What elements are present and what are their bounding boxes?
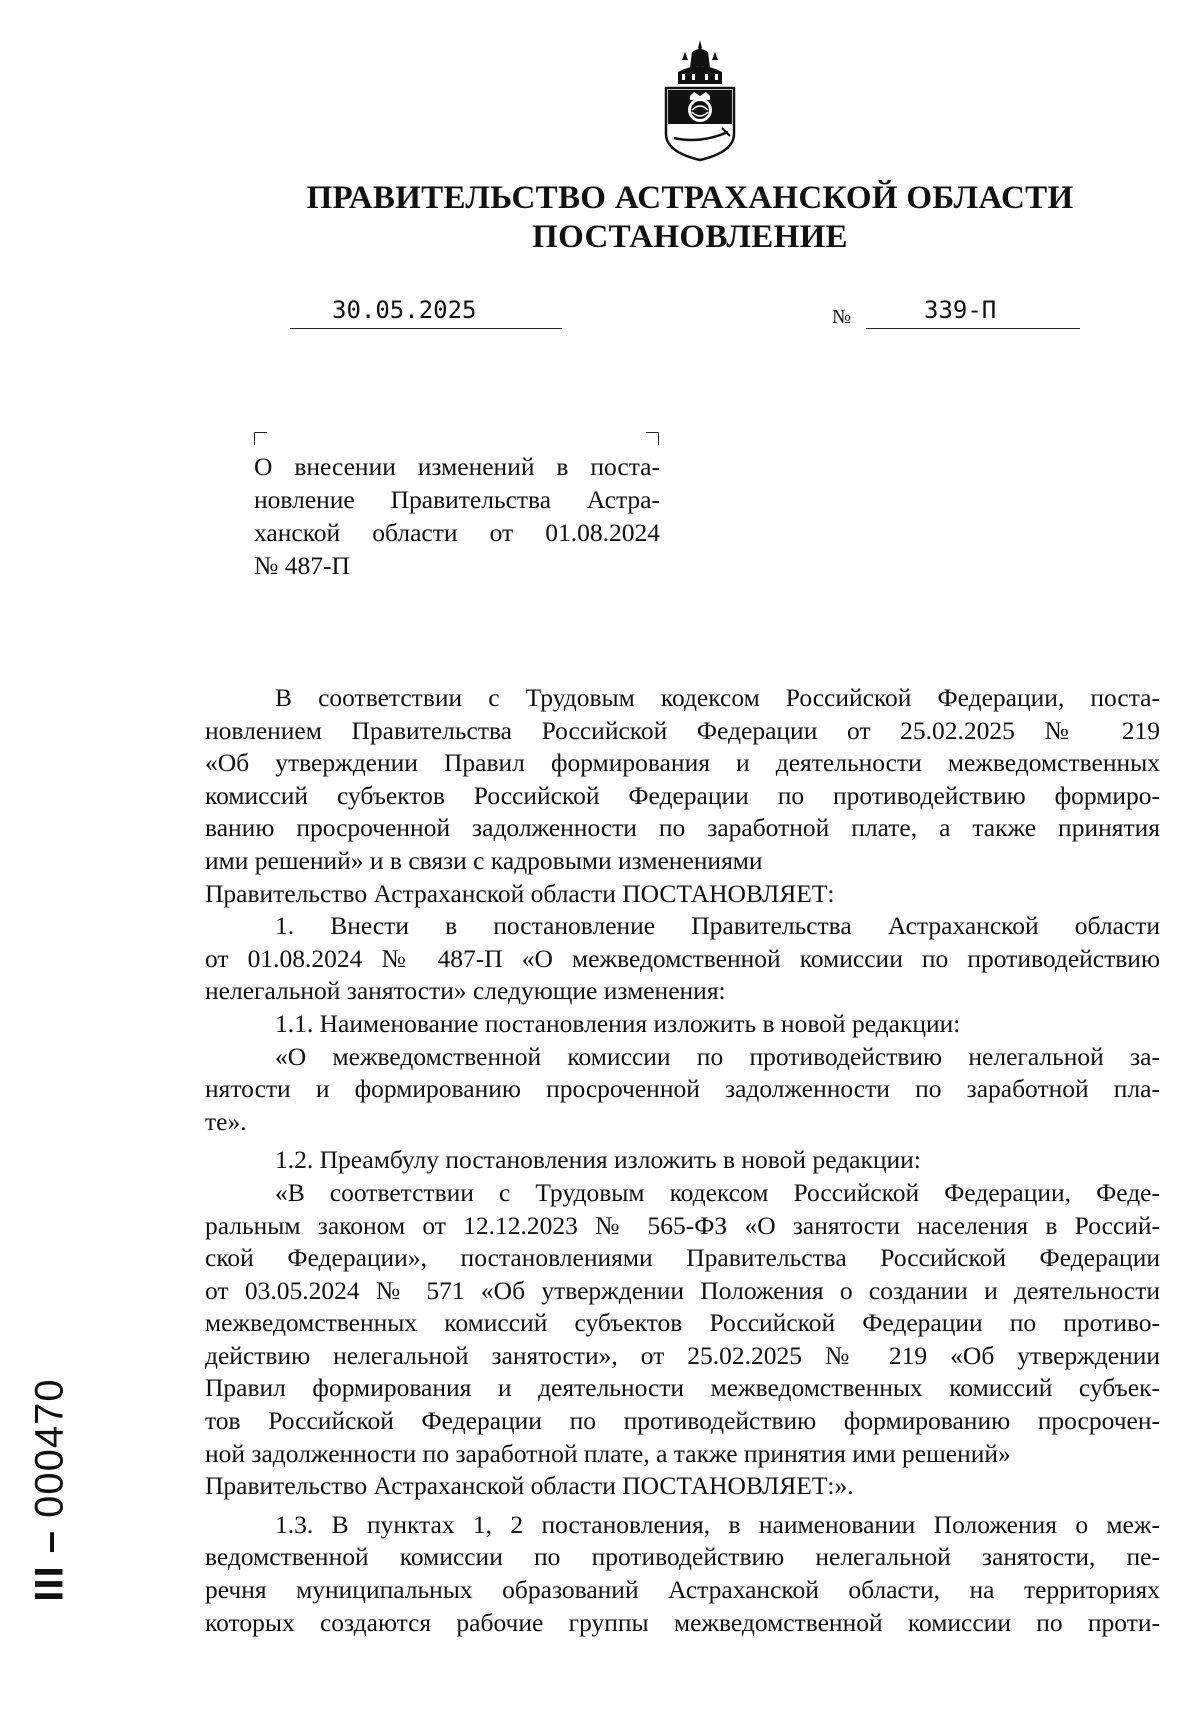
subject-line: О внесении изменений в поста- xyxy=(254,452,660,481)
body-line: действию нелегальной занятости», от 25.02.2025 № 219 «Об утверждении xyxy=(205,1340,1160,1370)
body-line: ральным законом от 12.12.2023 № 565-ФЗ «О занятости населения в Россий- xyxy=(205,1210,1160,1240)
body-line: ной задолженности по заработной плате, а также принятия ими решений» xyxy=(205,1438,1011,1468)
body-line: В соответствии с Трудовым кодексом Российской Федерации, поста- xyxy=(275,683,1160,712)
document-body xyxy=(205,682,1160,1639)
body-line: ими решений» и в связи с кадровыми изменениями xyxy=(205,845,763,875)
astrakhan-coat-of-arms-icon xyxy=(652,38,748,162)
body-line: Правительство Астраханской области ПОСТАНОВЛЯЕТ: xyxy=(205,878,835,908)
body-line: ведомственной комиссии по противодействию нелегальной занятости, пе- xyxy=(205,1542,1160,1572)
body-line: речня муниципальных образований Астраханской области, на территориях xyxy=(205,1575,1160,1605)
organization-title: ПРАВИТЕЛЬСТВО АСТРАХАНСКОЙ ОБЛАСТИ xyxy=(306,180,1074,216)
document-number-field xyxy=(866,296,1080,329)
body-line: нелегальной занятости» следующие изменения: xyxy=(205,976,726,1006)
body-line: ской Федерации», постановлениями Правительства Российской Федерации xyxy=(205,1243,1160,1273)
body-line: ванию просроченной задолженности по заработной плате, а также принятия xyxy=(205,813,1160,843)
subject-line: ханской области от 01.08.2024 xyxy=(254,518,660,547)
stamp-prefix: ІІІ – xyxy=(27,1529,72,1602)
subject-line: № 487-П xyxy=(254,551,350,580)
body-line: межведомственных комиссий субъектов Российской Федерации по противо- xyxy=(205,1308,1160,1338)
document-date-field xyxy=(290,296,562,329)
body-line: 1.2. Преамбулу постановления изложить в новой редакции: xyxy=(275,1145,921,1175)
registration-stamp xyxy=(20,1378,80,1602)
body-line: Правительство Астраханской области ПОСТАНОВЛЯЕТ:». xyxy=(205,1471,854,1501)
body-line: тов Российской Федерации по противодействию формированию просрочен- xyxy=(205,1406,1160,1436)
body-line: 1.3. В пунктах 1, 2 постановления, в наименовании Положения о меж- xyxy=(275,1509,1160,1539)
document-subject xyxy=(254,450,660,582)
subject-corner-mark-right xyxy=(646,432,659,445)
subject-line: новление Правительства Астра- xyxy=(254,485,660,514)
body-line: новлением Правительства Российской Федерации от 25.02.2025 № 219 xyxy=(205,715,1160,745)
body-line: от 03.05.2024 № 571 «Об утверждении Положения о создании и деятельности xyxy=(205,1275,1160,1305)
subject-corner-mark-left xyxy=(254,432,267,445)
document-date: 30.05.2025 xyxy=(332,296,477,324)
body-line: «Об утверждении Правил формирования и деятельности межведомственных xyxy=(205,748,1160,778)
stamp-number: 000470 xyxy=(27,1378,72,1518)
body-line: «В соответствии с Трудовым кодексом Российской Федерации, Феде- xyxy=(275,1177,1160,1207)
body-line: Правил формирования и деятельности межведомственных комиссий субъек- xyxy=(205,1373,1160,1403)
body-line: 1. Внести в постановление Правительства Астраханской области xyxy=(275,911,1160,941)
body-line: комиссий субъектов Российской Федерации по противодействию формиро- xyxy=(205,780,1160,810)
number-label: № xyxy=(832,306,852,328)
body-line: «О межведомственной комиссии по противодействию нелегальной за- xyxy=(275,1041,1160,1071)
body-line: от 01.08.2024 № 487-П «О межведомственной комиссии по противодействию xyxy=(205,943,1160,973)
body-line: которых создаются рабочие группы межведомственной комиссии по проти- xyxy=(205,1607,1160,1637)
document-number: 339-П xyxy=(924,296,997,324)
body-line: те». xyxy=(205,1106,247,1136)
body-line: 1.1. Наименование постановления изложить в новой редакции: xyxy=(275,1008,961,1038)
body-line: нятости и формированию просроченной задолженности по заработной пла- xyxy=(205,1074,1160,1104)
document-type: ПОСТАНОВЛЕНИЕ xyxy=(532,219,848,255)
